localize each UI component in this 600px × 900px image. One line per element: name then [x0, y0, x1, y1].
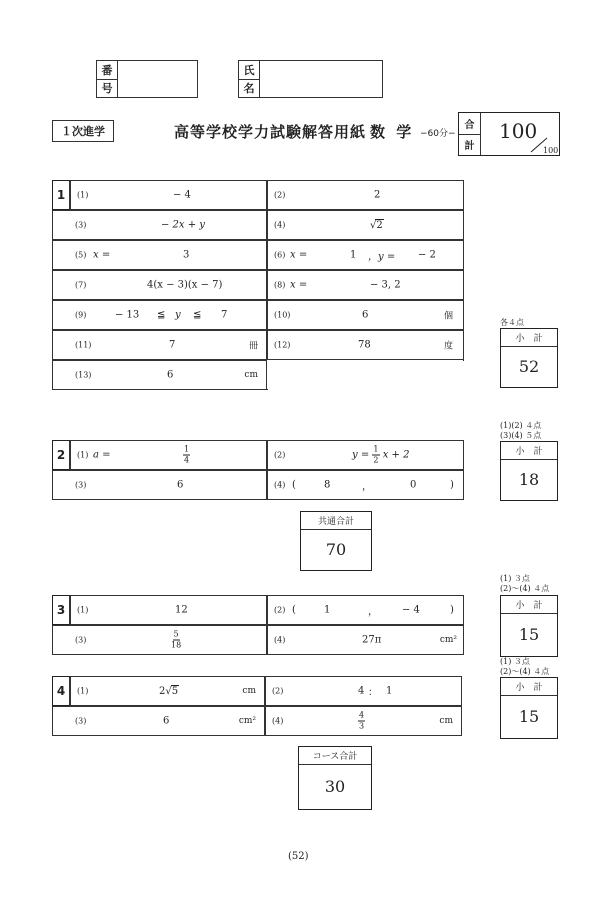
- answer-a: 8: [324, 479, 331, 491]
- section-1-number: 1: [52, 180, 70, 210]
- s1-q8[interactable]: [267, 270, 464, 300]
- denominator: 3: [359, 721, 365, 731]
- unit: 個: [443, 311, 453, 322]
- q-number: (1): [77, 686, 89, 696]
- s1-q4[interactable]: [267, 210, 464, 240]
- ratio-a: 4: [358, 685, 365, 697]
- s2-q4[interactable]: [267, 470, 464, 500]
- page-number: (52): [288, 851, 309, 862]
- page-title: 高等学校学力試験解答用紙: [174, 123, 367, 141]
- numerator: 1: [373, 444, 379, 454]
- s1-q6[interactable]: [267, 240, 464, 270]
- numerator: 1: [184, 444, 190, 454]
- answer: [171, 631, 181, 650]
- q-number: (12): [274, 340, 291, 350]
- answer: − 3, 2: [370, 279, 401, 291]
- answer: 3: [183, 249, 190, 261]
- answer-low: − 13: [115, 309, 140, 321]
- s3-q3[interactable]: [52, 625, 267, 655]
- denominator: 18: [171, 640, 182, 650]
- s2-q2[interactable]: [267, 440, 464, 470]
- q-number: (9): [75, 310, 87, 320]
- q-number: (2): [274, 605, 286, 615]
- numerator: 4: [359, 710, 365, 720]
- subtotal-1-score: 52: [518, 357, 540, 376]
- subject: 数 学: [370, 123, 415, 141]
- s1-q10[interactable]: [267, 300, 464, 330]
- le-sign: ≦: [193, 309, 202, 321]
- s1-q7[interactable]: [52, 270, 267, 300]
- shimei-label-2: 名: [243, 82, 255, 96]
- bango-label-2: 号: [101, 82, 113, 96]
- answer: 2√5: [159, 686, 179, 697]
- s2-q3[interactable]: [52, 470, 267, 500]
- subtotal-2-score: 18: [518, 470, 540, 489]
- prefix: x =: [290, 279, 308, 291]
- unit: 冊: [248, 341, 258, 352]
- answer-b: 0: [410, 479, 417, 491]
- section-3-number: 3: [52, 595, 70, 625]
- s4-q3[interactable]: [52, 706, 265, 736]
- subtotal-label: 小 計: [501, 678, 557, 696]
- variable: y: [175, 309, 181, 321]
- lhs: y =: [352, 449, 370, 461]
- numerator: 5: [173, 629, 179, 639]
- unit: cm²: [439, 635, 457, 645]
- s1-q12[interactable]: [267, 330, 464, 360]
- subtotal-label: 小 計: [501, 329, 557, 347]
- shimei-field[interactable]: [260, 61, 382, 97]
- q-number: (1): [77, 605, 89, 615]
- shimei-label-1: 氏: [239, 61, 259, 80]
- subtotal-label: 小 計: [501, 596, 557, 614]
- q-number: (11): [75, 340, 92, 350]
- answer: 6: [177, 479, 184, 491]
- q-number: (4): [274, 480, 286, 490]
- q-number: (1): [77, 190, 89, 200]
- total-score: 100: [499, 119, 538, 143]
- separator: ，: [362, 481, 372, 493]
- q-number: (10): [274, 310, 291, 320]
- unit: cm²: [238, 716, 256, 726]
- s4-q2[interactable]: [265, 676, 462, 706]
- answer: 7: [169, 339, 176, 351]
- shimei-box: [238, 60, 383, 98]
- q-number: (3): [75, 716, 87, 726]
- denominator: 2: [373, 455, 379, 465]
- s2-points-note-2: (3)(4) ５点: [500, 431, 542, 440]
- course-total-box: [298, 746, 372, 810]
- q-number: (6): [274, 250, 286, 260]
- paren-close: ): [450, 604, 454, 616]
- answer: [183, 446, 190, 465]
- q-number: (3): [75, 635, 87, 645]
- answer-a: 1: [324, 604, 331, 616]
- s3-q2[interactable]: [267, 595, 464, 625]
- answer: 6: [163, 715, 170, 727]
- subtotal-4-box: [500, 677, 558, 739]
- answer-y: − 2: [418, 249, 436, 261]
- total-label-2: 計: [464, 141, 475, 153]
- answer-b: − 4: [402, 604, 420, 616]
- s4-q4[interactable]: [265, 706, 462, 736]
- q-number: (2): [274, 450, 286, 460]
- unit: 度: [443, 341, 453, 352]
- q-number: (3): [75, 220, 87, 230]
- s1-points-note: 各４点: [500, 318, 524, 327]
- total-max: 100: [543, 146, 559, 155]
- ratio-colon: ：: [368, 687, 378, 699]
- prefix-x: x =: [290, 249, 308, 261]
- s1-q2[interactable]: [267, 180, 464, 210]
- q-number: (3): [75, 480, 87, 490]
- common-total-box: [300, 511, 372, 571]
- q-number: (1): [77, 450, 89, 460]
- s3-points-note-1: (1) ３点: [500, 574, 530, 583]
- q-number: (4): [272, 716, 284, 726]
- s3-points-note-2: (2)〜(4) ４点: [500, 584, 550, 593]
- unit: cm: [242, 686, 256, 696]
- prefix: a =: [93, 449, 111, 461]
- common-total-score: 70: [325, 540, 347, 559]
- bango-box: [96, 60, 198, 98]
- s4-points-note-1: (1) ３点: [500, 657, 530, 666]
- q-number: (4): [274, 220, 286, 230]
- answer: 2: [374, 189, 381, 201]
- rhs: x + 2: [382, 449, 410, 461]
- sqrt-radicand: 2: [376, 220, 383, 231]
- s1-q3[interactable]: [52, 210, 267, 240]
- s2-q1[interactable]: [70, 440, 267, 470]
- answer: [352, 446, 409, 465]
- paren-close: ): [450, 479, 454, 491]
- total-label-1: 合: [459, 113, 480, 135]
- time-limit: −60分−: [420, 129, 456, 139]
- answer: 6: [362, 309, 369, 321]
- section-4-number: 4: [52, 676, 70, 706]
- answer: 4(x − 3)(x − 7): [147, 279, 223, 291]
- q-number: (8): [274, 280, 286, 290]
- s1-q5[interactable]: [52, 240, 267, 270]
- s3-q4[interactable]: [267, 625, 464, 655]
- answer: − 4: [173, 189, 191, 201]
- answer-high: 7: [221, 309, 228, 321]
- le-sign: ≦: [157, 309, 166, 321]
- q-number: (2): [272, 686, 284, 696]
- s1-q9[interactable]: [52, 300, 267, 330]
- subtotal-label: 小 計: [501, 442, 557, 460]
- bango-field[interactable]: [118, 61, 197, 97]
- paren-open: (: [292, 479, 296, 491]
- bango-label-1: 番: [97, 61, 117, 80]
- answer: 12: [175, 604, 188, 616]
- q-number: (2): [274, 190, 286, 200]
- coefficient: 2: [159, 686, 166, 697]
- answer: 27π: [362, 634, 382, 646]
- denominator: 4: [184, 455, 190, 465]
- prefix: x =: [93, 249, 111, 261]
- s4-q1[interactable]: [70, 676, 265, 706]
- answer: 6: [167, 369, 174, 381]
- answer-x: 1: [350, 249, 357, 261]
- unit: cm: [244, 370, 258, 380]
- s1-blank-area: [268, 361, 466, 392]
- unit: cm: [439, 716, 453, 726]
- q-number: (7): [75, 280, 87, 290]
- total-score-box: [458, 112, 560, 156]
- subtotal-1-box: [500, 328, 558, 388]
- subtotal-4-score: 15: [518, 707, 540, 726]
- answer: − 2x + y: [161, 219, 205, 231]
- course-total-score: 30: [324, 777, 346, 796]
- subtotal-3-score: 15: [518, 625, 540, 644]
- q-number: (4): [274, 635, 286, 645]
- course-total-label: コース合計: [299, 747, 371, 765]
- s2-points-note-1: (1)(2) ４点: [500, 421, 542, 430]
- common-total-label: 共通合計: [301, 512, 371, 530]
- subtotal-3-box: [500, 595, 558, 657]
- separator: ，: [368, 606, 378, 618]
- sqrt-radicand: 5: [171, 686, 179, 697]
- s1-q11[interactable]: [52, 330, 267, 360]
- section-2-number: 2: [52, 440, 70, 470]
- ratio-b: 1: [386, 685, 393, 697]
- s1-q13[interactable]: [52, 360, 267, 390]
- s1-q1[interactable]: [70, 180, 267, 210]
- s4-points-note-2: (2)〜(4) ４点: [500, 667, 550, 676]
- answer: [358, 712, 365, 731]
- s3-q1[interactable]: [70, 595, 267, 625]
- answer: √2: [370, 220, 383, 231]
- q-number: (13): [75, 370, 92, 380]
- prefix-y: ，y =: [368, 251, 396, 263]
- q-number: (5): [75, 250, 87, 260]
- paren-open: (: [292, 604, 296, 616]
- answer: 78: [358, 339, 371, 351]
- exam-type-badge: １次進学: [52, 120, 114, 142]
- subtotal-2-box: [500, 441, 558, 501]
